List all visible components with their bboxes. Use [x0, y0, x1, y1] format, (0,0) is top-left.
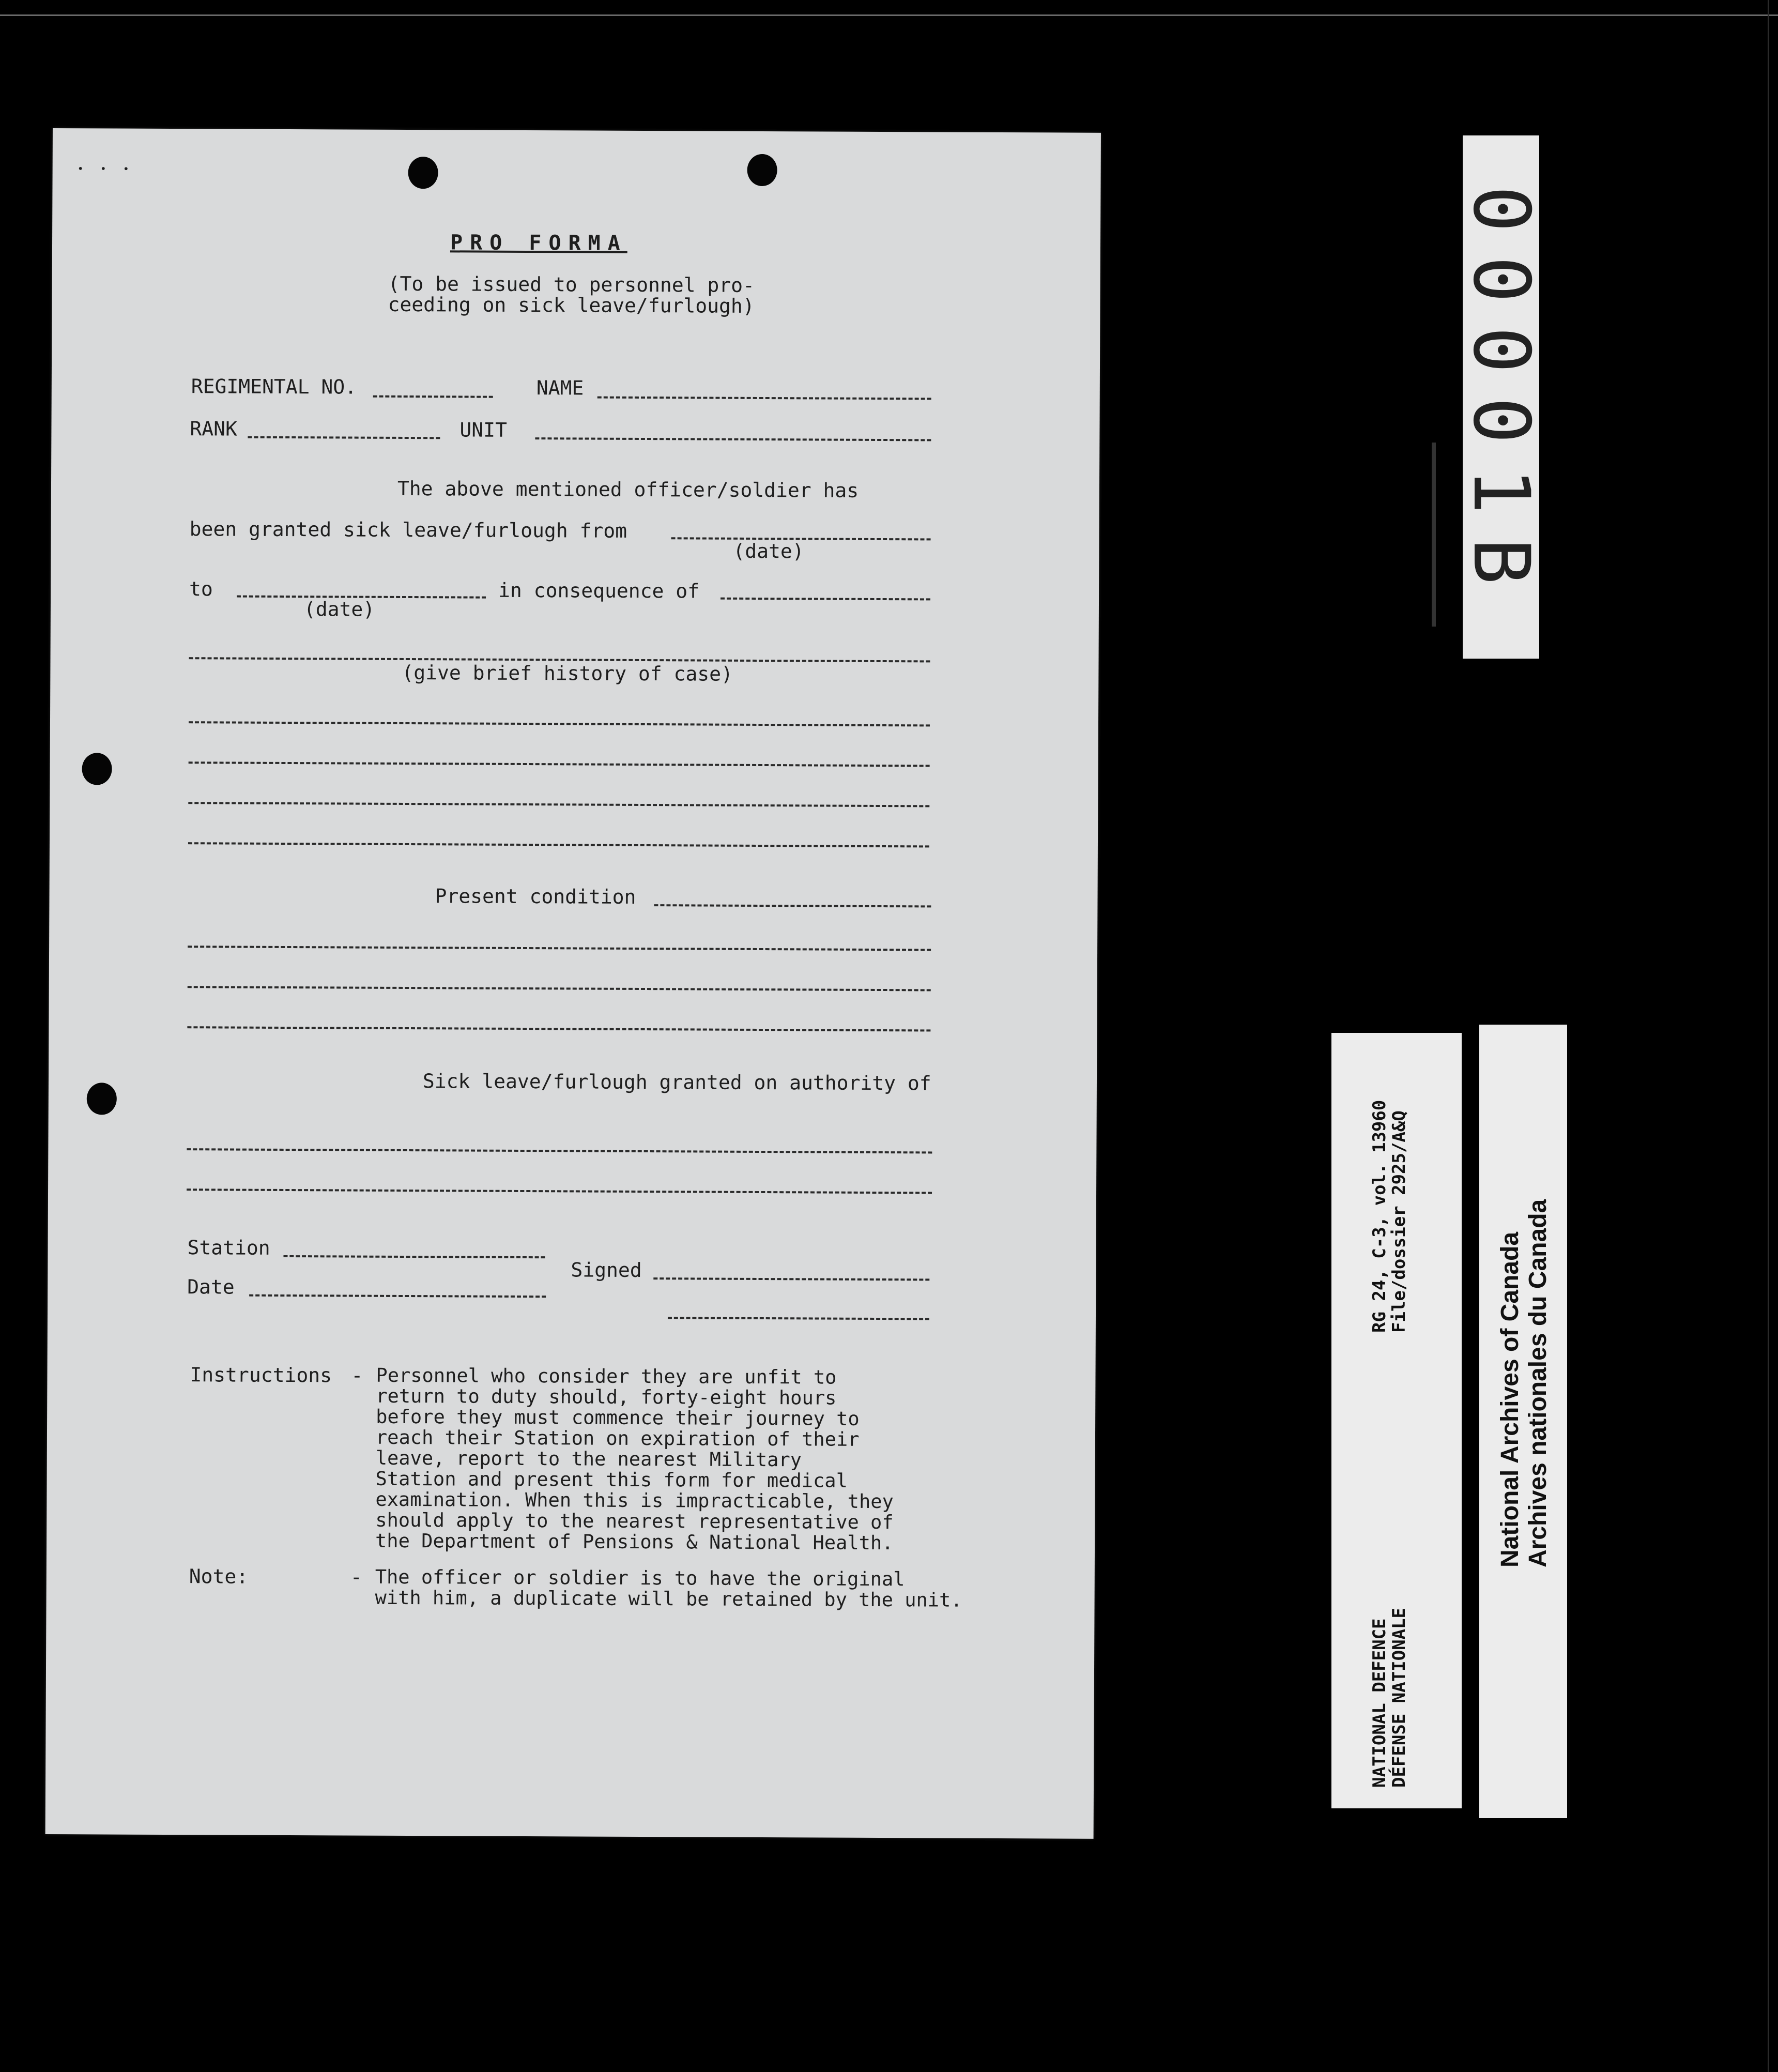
regimental-no-label: REGIMENTAL NO.	[191, 375, 357, 399]
archives-label	[1479, 1025, 1567, 1818]
sentence-line2: been granted sick leave/furlough from	[189, 517, 627, 542]
reference-line1: RG 24, C-3, vol. 13960	[1369, 1100, 1390, 1333]
unit-label: UNIT	[459, 418, 508, 441]
to-date-caption: (date)	[303, 598, 375, 621]
regimental-no-field[interactable]	[373, 395, 493, 398]
note-label: Note:	[189, 1565, 249, 1588]
name-field[interactable]	[597, 397, 931, 400]
condition-line-1[interactable]	[188, 946, 931, 951]
note-text	[375, 1567, 962, 1611]
instructions-line-7: examination. When this is impracticable, they	[375, 1488, 894, 1513]
history-line-5[interactable]	[188, 842, 929, 847]
instructions-dash: -	[351, 1364, 363, 1387]
instructions-line-4: reach their Station on expiration of their	[375, 1426, 860, 1451]
instructions-text	[375, 1365, 894, 1553]
film-edge	[0, 14, 1778, 16]
stray-marks: • • •	[77, 162, 134, 175]
history-line-3[interactable]	[189, 761, 930, 767]
punch-hole-side-upper	[82, 753, 112, 785]
punch-hole-top-left	[408, 157, 438, 189]
authority-label: Sick leave/furlough granted on authority of	[422, 1070, 931, 1095]
department-line1: NATIONAL DEFENCE	[1369, 1618, 1390, 1788]
authority-line-1[interactable]	[187, 1148, 932, 1153]
signed-label: Signed	[571, 1258, 642, 1282]
date-label: Date	[187, 1275, 235, 1299]
instructions-line-8: should apply to the nearest representative of	[375, 1509, 894, 1534]
instructions-line-6: Station and present this form for medical	[375, 1467, 848, 1492]
consequence-label: in consequence of	[498, 578, 700, 603]
sentence-line1: The above mentioned officer/soldier has	[397, 477, 859, 502]
frame-number: 00001B	[1456, 186, 1546, 608]
department-line2: DÉFENSE NATIONALE	[1389, 1608, 1409, 1788]
history-line-2[interactable]	[189, 721, 930, 726]
instructions-line-2: return to duty should, forty-eight hours	[376, 1384, 837, 1409]
history-caption: (give brief history of case)	[402, 661, 733, 685]
punch-hole-top-right	[747, 154, 777, 186]
signature-name-field[interactable]	[668, 1317, 929, 1320]
note-line-2: with him, a duplicate will be retained by the unit.	[375, 1586, 962, 1611]
form-subtitle-line2: ceeding on sick leave/furlough)	[388, 293, 755, 317]
film-mark	[1432, 443, 1436, 627]
signature-field[interactable]	[653, 1277, 929, 1281]
station-field[interactable]	[283, 1255, 545, 1258]
instructions-line-3: before they must commence their journey to	[376, 1405, 860, 1430]
history-line-4[interactable]	[188, 802, 929, 807]
rank-field[interactable]	[248, 436, 440, 439]
note-dash: -	[350, 1565, 362, 1589]
unit-field[interactable]	[535, 437, 931, 441]
consequence-field[interactable]	[721, 598, 930, 601]
rank-label: RANK	[190, 417, 238, 440]
reference-line2: File/dossier 2925/A&Q	[1389, 1110, 1409, 1333]
archives-line2: Archives nationales du Canada	[1524, 1199, 1552, 1567]
form-subtitle-line1: (To be issued to personnel pro-	[388, 272, 755, 297]
department-label	[1331, 1033, 1462, 1808]
punch-hole-side-lower	[87, 1083, 117, 1115]
station-label: Station	[187, 1236, 270, 1259]
instructions-line-5: leave, report to the nearest Military	[375, 1446, 802, 1471]
note-line-1: The officer or soldier is to have the original	[375, 1565, 905, 1591]
present-condition-label: Present condition	[435, 885, 636, 908]
form-title: PRO FORMA	[450, 231, 627, 255]
instructions-line-9: the Department of Pensions & National Health.	[375, 1529, 894, 1555]
to-label: to	[189, 577, 213, 601]
instructions-line-1: Personnel who consider they are unfit to	[376, 1364, 837, 1389]
date-field[interactable]	[249, 1294, 546, 1298]
from-date-caption: (date)	[733, 539, 804, 563]
authority-line-2[interactable]	[187, 1189, 932, 1194]
present-condition-field[interactable]	[654, 904, 931, 907]
form-page	[45, 128, 1101, 1839]
instructions-label: Instructions	[190, 1363, 332, 1387]
name-label: NAME	[536, 376, 584, 400]
archives-line1: National Archives of Canada	[1496, 1231, 1524, 1567]
film-edge-right	[1768, 0, 1769, 2072]
condition-line-3[interactable]	[187, 1026, 930, 1031]
condition-line-2[interactable]	[188, 986, 931, 991]
frame-number-strip	[1456, 135, 1546, 659]
